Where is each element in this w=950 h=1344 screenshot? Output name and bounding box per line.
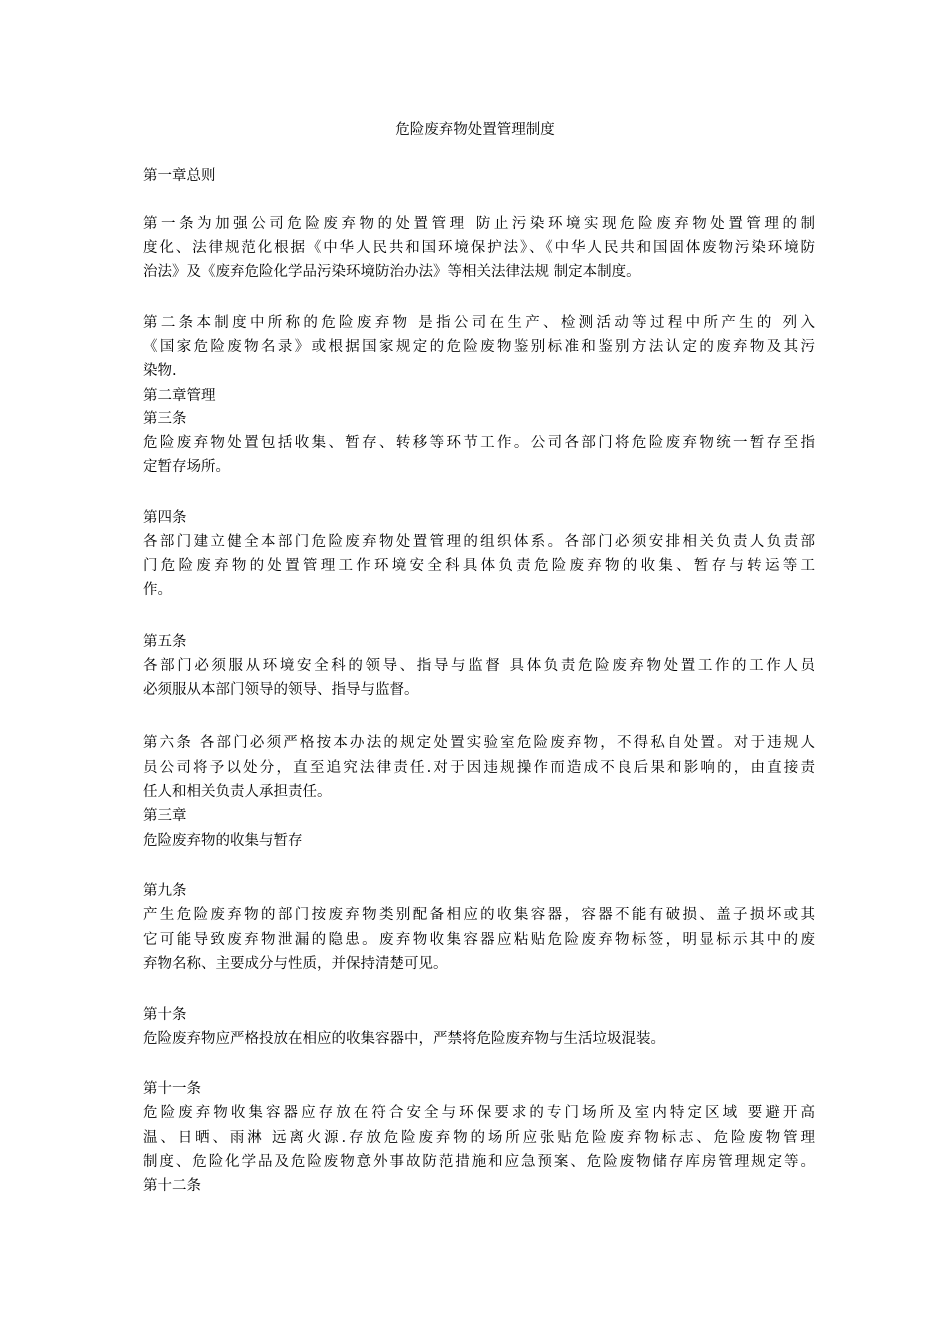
article-2-line-3: 染物.	[143, 363, 177, 379]
article-1-line-1: 第一条为加强公司危险废弃物的处置管理 防止污染环境实现危险废弃物处置管理的制	[143, 216, 815, 232]
document-title: 危险废弃物处置管理制度	[395, 122, 555, 138]
chapter-3-heading: 第三章	[143, 808, 187, 824]
article-1-line-2: 度化、法律规范化根据《中华人民共和国环境保护法》、《中华人民共和国固体废物污染环境防	[143, 240, 815, 256]
article-10-line-1: 危险废弃物应严格投放在相应的收集容器中，严禁将危险废弃物与生活垃圾混装。	[143, 1031, 665, 1047]
article-6-line-2: 员公司将予以处分，直至追究法律责任.对于因违规操作而造成不良后果和影响的，由直接责	[143, 760, 815, 776]
article-3-line-1: 危险废弃物处置包括收集、暂存、转移等环节工作。公司各部门将危险废弃物统一暂存至指	[143, 435, 815, 451]
article-9-line-3: 弃物名称、主要成分与性质，并保持清楚可见。	[143, 956, 448, 972]
article-11-line-3: 制度、危险化学品及危险废物意外事故防范措施和应急预案、危险废物储存库房管理规定等。	[143, 1154, 815, 1170]
article-5-line-1: 各部门必须服从环境安全科的领导、指导与监督 具体负责危险废弃物处置工作的工作人员	[143, 658, 815, 674]
chapter-2-heading: 第二章管理	[143, 388, 216, 404]
article-5-line-2: 必须服从本部门领导的领导、指导与监督。	[143, 682, 419, 698]
article-5-heading: 第五条	[143, 634, 187, 650]
article-6-line-1: 第六条 各部门必须严格按本办法的规定处置实验室危险废弃物，不得私自处置。对于违规人	[143, 735, 815, 751]
article-2-line-2: 《国家危险废物名录》或根据国家规定的危险废物鉴别标准和鉴别方法认定的废弃物及其污	[143, 339, 815, 355]
chapter-1-heading: 第一章总则	[143, 168, 216, 184]
article-4-line-1: 各部门建立健全本部门危险废弃物处置管理的组织体系。各部门必须安排相关负责人负责部	[143, 534, 815, 550]
article-4-line-2: 门危险废弃物的处置管理工作环境安全科具体负责危险废弃物的收集、暂存与转运等工	[143, 558, 815, 574]
article-3-line-2: 定暂存场所。	[143, 459, 230, 475]
article-9-heading: 第九条	[143, 883, 187, 899]
article-6-line-3: 任人和相关负责人承担责任。	[143, 784, 332, 800]
article-4-heading: 第四条	[143, 510, 187, 526]
article-9-line-1: 产生危险废弃物的部门按废弃物类别配备相应的收集容器，容器不能有破损、盖子损坏或其	[143, 907, 815, 923]
article-3-heading: 第三条	[143, 411, 187, 427]
article-9-line-2: 它可能导致废弃物泄漏的隐患。废弃物收集容器应粘贴危险废弃物标签，明显标示其中的废	[143, 932, 815, 948]
article-11-line-1: 危险废弃物收集容器应存放在符合安全与环保要求的专门场所及室内特定区域 要避开高	[143, 1105, 815, 1121]
article-1-line-3: 治法》及《废弃危险化学品污染环境防治办法》等相关法律法规 制定本制度。	[143, 264, 641, 280]
article-11-heading: 第十一条	[143, 1081, 201, 1097]
chapter-3-title: 危险废弃物的收集与暂存	[143, 833, 303, 849]
article-2-line-1: 第二条本制度中所称的危险废弃物 是指公司在生产、检测活动等过程中所产生的 列入	[143, 315, 815, 331]
article-12-heading: 第十二条	[143, 1178, 201, 1194]
article-10-heading: 第十条	[143, 1007, 187, 1023]
article-11-line-2: 温、日晒、雨淋 远离火源.存放危险废弃物的场所应张贴危险废弃物标志、危险废物管理	[143, 1130, 815, 1146]
article-4-line-3: 作。	[143, 582, 172, 598]
